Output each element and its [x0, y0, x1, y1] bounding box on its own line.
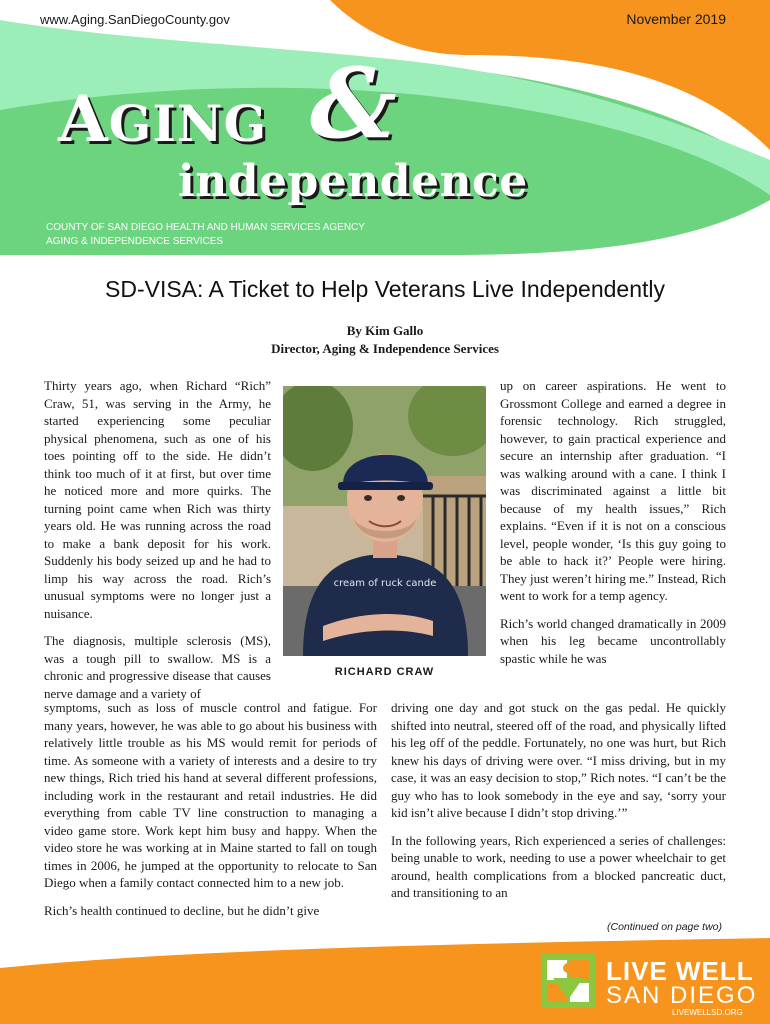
live-well-url[interactable]: LIVEWELLSD.ORG — [672, 1008, 743, 1017]
agency-name — [46, 221, 365, 249]
left-column — [44, 377, 271, 702]
photo-richard-craw — [283, 386, 486, 656]
website-url[interactable]: www.Aging.SanDiegoCounty.gov — [40, 12, 230, 27]
paragraph: The diagnosis, multiple sclerosis (MS), was a tough pill to swallow. MS is a chronic and progressive disease that causes nerve damage and a variety of — [44, 633, 271, 701]
paragraph: driving one day and got stuck on the gas pedal. He quickly shifted into neutral, steered off of the road, and physically lifted his leg off of the peddle. Fortunately, no one was hurt, but Rich knew his days of driving were over. “I miss driving, but in my case, it was an easy decision to stop,” Rich notes. “I can’t be the guy who has to look somebody in the eye and say, ‘sorry your kid isn’t alive because I didn’t stop driving.’” — [391, 700, 726, 820]
live-well-logo-line1: LIVE WELL — [606, 956, 754, 986]
continued-note: (Continued on page two) — [607, 921, 722, 933]
paragraph: Rich’s health continued to decline, but he didn’t give — [44, 902, 320, 918]
live-well-logo-icon — [541, 954, 595, 1008]
portrait-illustration — [283, 386, 486, 656]
right-column-lower — [391, 699, 726, 912]
photo-caption: RICHARD CRAW — [334, 666, 435, 678]
live-well-logo-line2: SAN DIEGO — [606, 982, 758, 1009]
masthead-aging — [58, 82, 268, 157]
agency-line-2: AGING & INDEPENDENCE SERVICES — [46, 236, 224, 247]
paragraph: up on career aspirations. He went to Grossmont College and earned a degree in forensic technology. Rich struggled, however, to gain practical experience and secure an internship after graduation. “I was walking around with a cane. I think I was discriminated against a little bit because of my health issues,” Rich explains. “Even if it is not on a conscious level, people wonder, ‘Is this guy going to be able to hack it?’ People were hiring. They just weren’t hiring me.” Instead, Rich went to work for a temp agency. — [500, 378, 726, 603]
masthead-ampersand: & — [310, 47, 397, 160]
agency-line-1: COUNTY OF SAN DIEGO HEALTH AND HUMAN SERVICES AGENCY — [46, 222, 365, 233]
byline-title: Director, Aging & Independence Services — [271, 341, 499, 356]
right-column — [500, 377, 726, 667]
paragraph: symptoms, such as loss of muscle control and fatigue. For many years, however, he was able to go about his business with relatively little trouble as his MS would remit for periods of time. As someone with a variety of interests and a desire to try new things, Rich tried his hand at several different professions, including work in the restaurant and retail industries. He did everything from cable TV line construction to managing a video game store. Work kept him busy and happy. When the video store he was working at in Maine started to fall on tough times in 2006, he jumped at the opportunity to relocate to San Diego when a family contact connected him to a new job. — [44, 700, 377, 890]
paragraph: Rich’s world changed dramatically in 2009 when his leg became uncontrollably spastic while he was — [500, 615, 726, 666]
article-headline: SD-VISA: A Ticket to Help Veterans Live Independently — [105, 276, 665, 302]
shirt-text: cream of ruck cande — [333, 578, 437, 589]
byline-author: By Kim Gallo — [346, 323, 424, 338]
masthead-independence: independence — [178, 156, 528, 207]
paragraph: In the following years, Rich experienced a series of challenges: being unable to work, needing to use a power wheelchair to get around, health complications from a blocked pancreatic duct, and transitioning to an — [391, 832, 726, 900]
byline — [0, 322, 770, 358]
photo-frame — [277, 378, 492, 692]
left-column-lower — [44, 699, 377, 929]
paragraph: Thirty years ago, when Richard “Rich” Craw, 51, was serving in the Army, he started experiencing some peculiar physical phenomena, such as one of his toes pointing off to the side. He didn’t think too much of it at first, but over time he noticed more and more quirks. The turning point came when Rich was thirty years old. He was running across the road to make a bank deposit for his work. Suddenly his body seized up and he had to limp his way across the road. Rich’s unusual symptoms were no longer just a nuisance. — [44, 378, 271, 621]
masthead-aging-rest: GING — [108, 94, 268, 153]
masthead-aging-initial: A — [58, 82, 109, 157]
issue-date: November 2019 — [626, 11, 726, 27]
